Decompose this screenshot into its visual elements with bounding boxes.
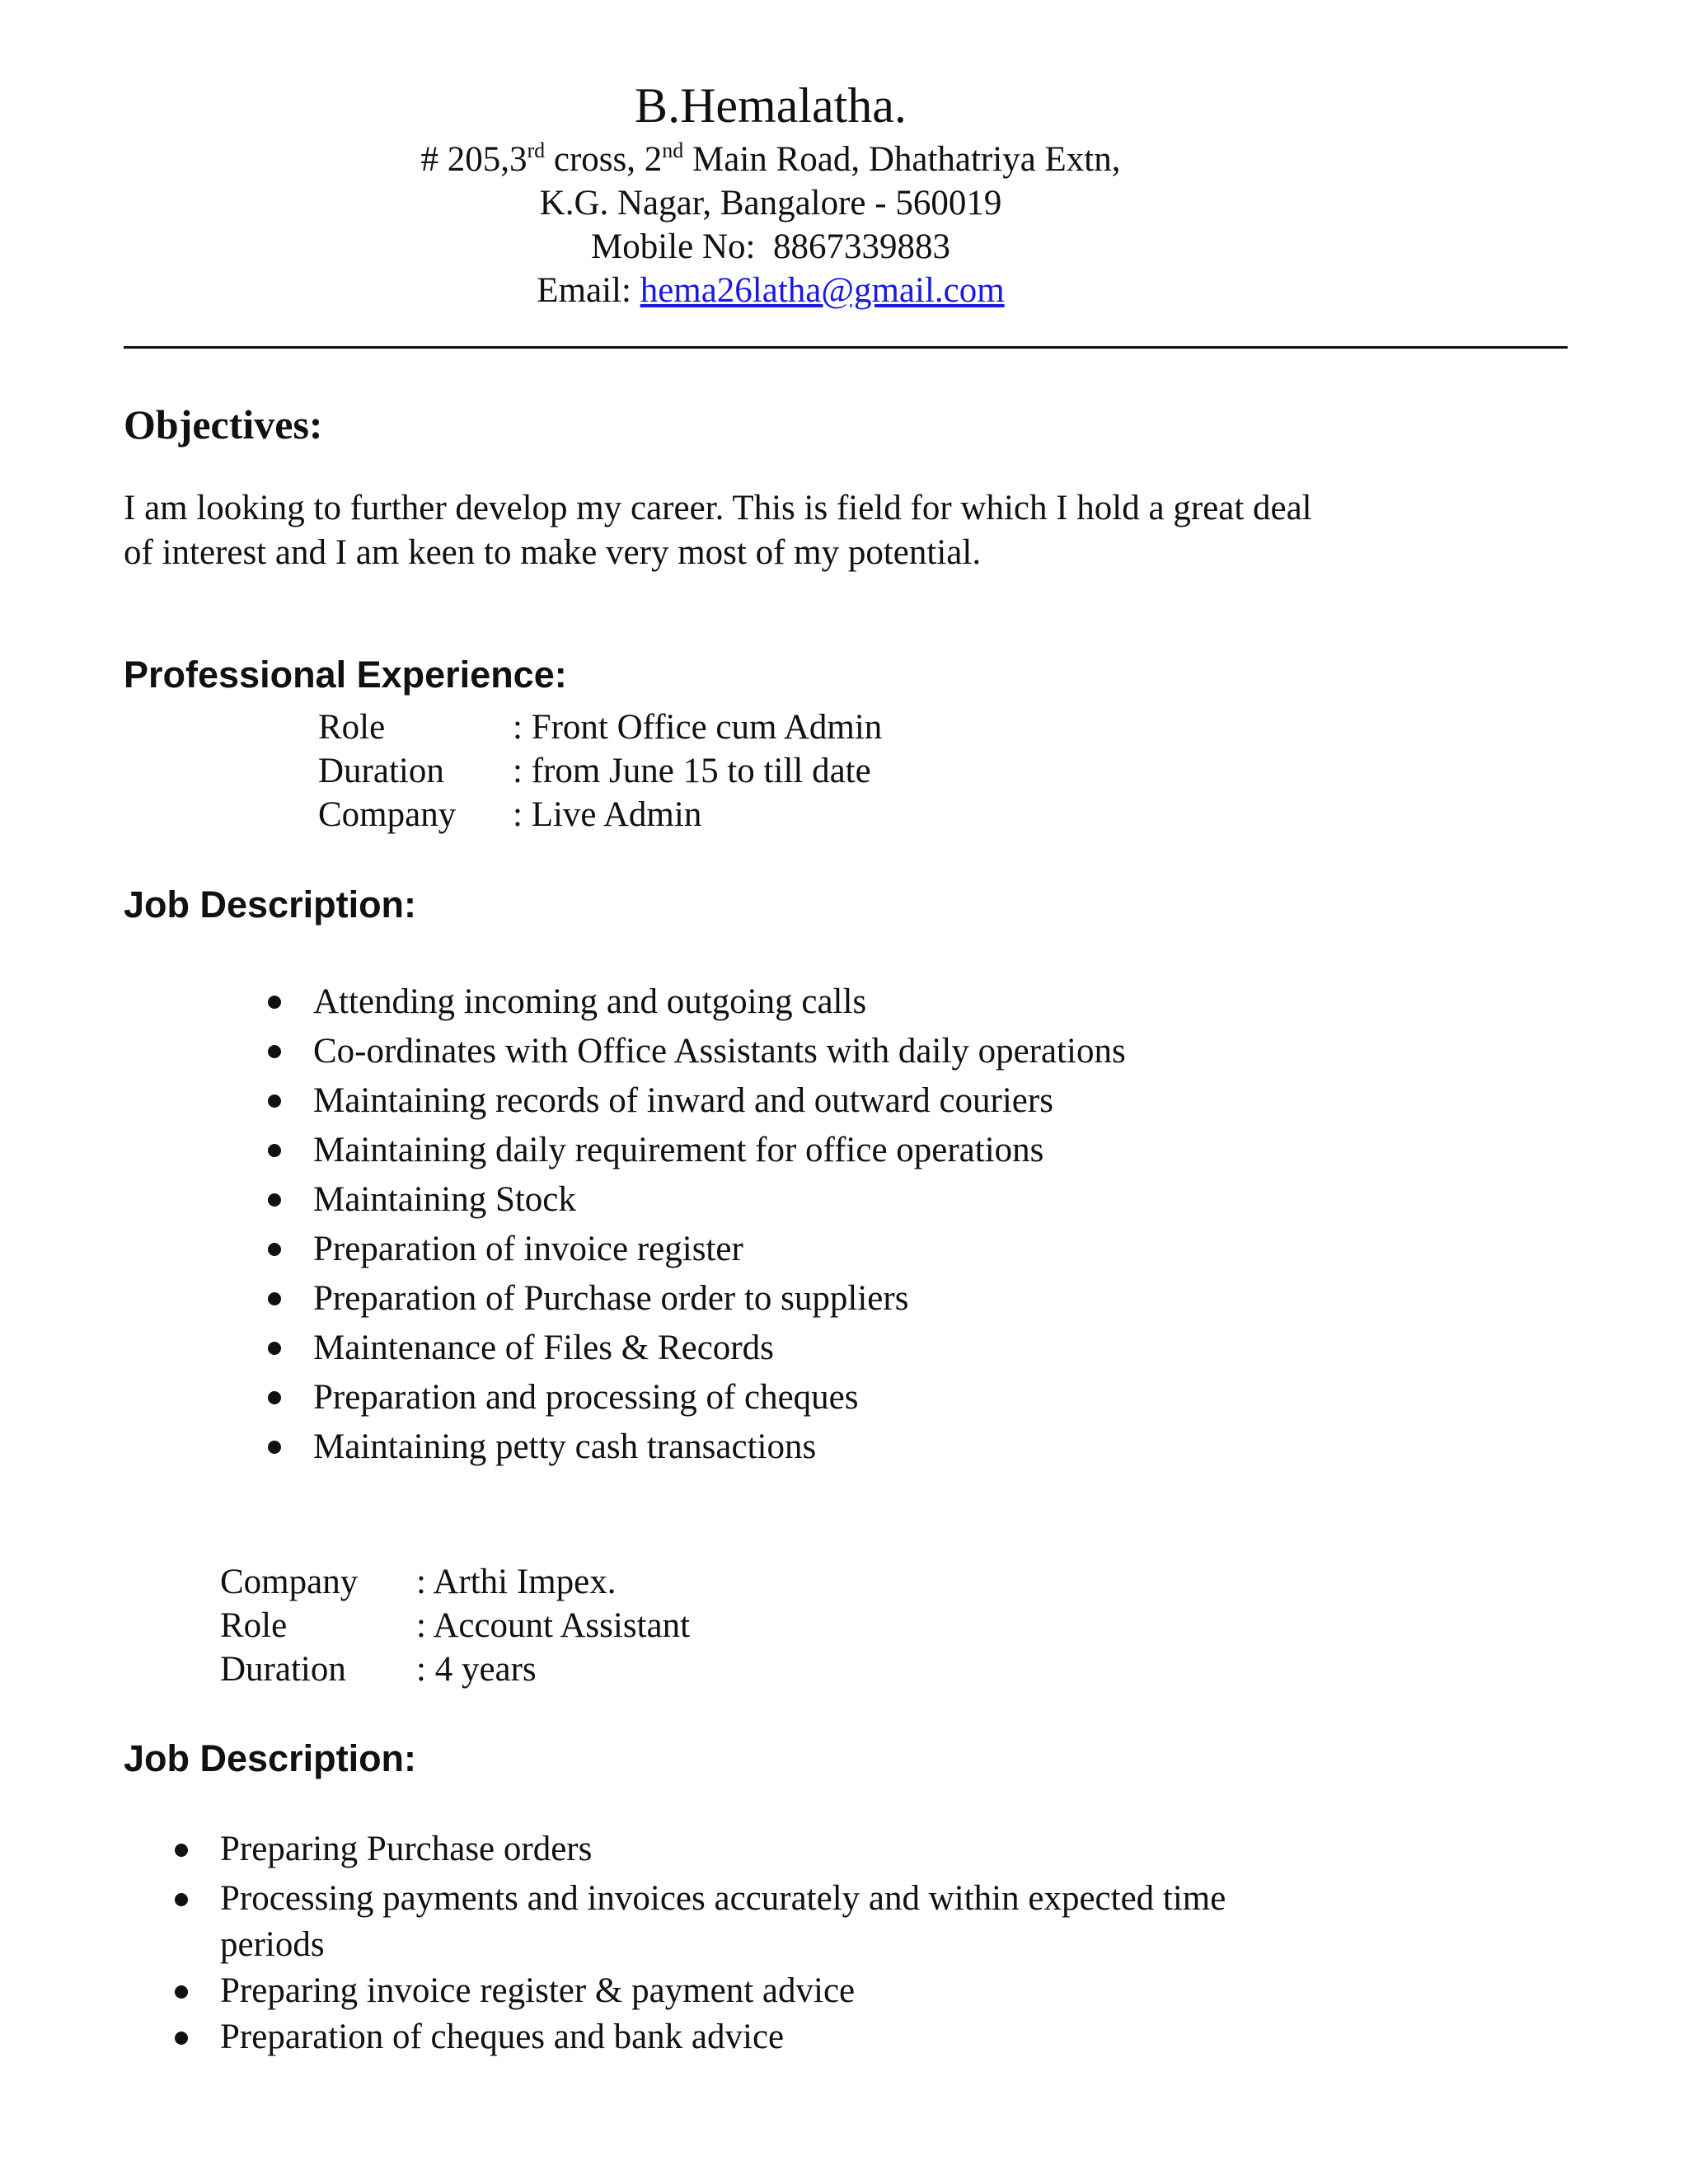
professional-experience-heading: Professional Experience:: [124, 654, 567, 696]
list-item: Co-ordinates with Office Assistants with daily operations: [313, 1027, 1126, 1076]
list-item: Attending incoming and outgoing calls: [313, 977, 1126, 1027]
field-value: : Account Assistant: [416, 1606, 691, 1645]
job2-duration-row: [220, 1647, 690, 1691]
field-key: Company: [318, 795, 457, 834]
list-item: Maintaining daily requirement for office operations: [313, 1126, 1126, 1175]
list-item: Maintaining petty cash transactions: [313, 1422, 1126, 1472]
job1-company-row: [318, 793, 882, 837]
objectives-line: of interest and I am keen to make very most of my potential.: [124, 533, 982, 572]
list-item: Maintaining records of inward and outward couriers: [313, 1076, 1126, 1126]
field-key: Role: [318, 708, 386, 747]
job2-company-row: [220, 1560, 690, 1604]
job2-details: [220, 1560, 690, 1691]
field-value: : 4 years: [416, 1650, 537, 1689]
list-item: Preparing Purchase orders: [220, 1826, 1226, 1872]
bullet-icon: [268, 1391, 281, 1404]
field-key: Duration: [318, 752, 444, 790]
bullet-icon: [268, 1193, 281, 1207]
objectives-heading: Objectives:: [124, 401, 323, 448]
email-label: Email:: [537, 271, 640, 310]
bullet-icon: [175, 2032, 188, 2045]
job1-duration-row: [318, 749, 882, 793]
job1-duties-list: [313, 977, 1126, 1472]
list-item: Preparation and processing of cheques: [313, 1373, 1126, 1422]
bullet-icon: [268, 1045, 281, 1058]
field-value: : from June 15 to till date: [513, 752, 871, 790]
bullet-icon: [268, 1094, 281, 1108]
candidate-name: B.Hemalatha.: [635, 78, 907, 133]
bullet-icon: [268, 996, 281, 1009]
email-link[interactable]: hema26latha@gmail.com: [640, 271, 1005, 310]
job2-role-row: [220, 1604, 690, 1647]
objectives-paragraph: [124, 486, 1442, 575]
job2-description-heading: Job Description:: [124, 1737, 417, 1779]
field-key: Role: [220, 1606, 288, 1645]
list-item: Preparing invoice register & payment advice: [220, 1968, 1226, 2014]
list-item: Preparation of cheques and bank advice: [220, 2014, 1226, 2060]
list-item: Processing payments and invoices accurately and within expected time periods: [220, 1876, 1226, 1968]
job2-duties-list: [220, 1826, 1226, 2060]
mobile-line: [0, 226, 1541, 269]
field-value: : Live Admin: [513, 795, 702, 834]
list-item: Preparation of Purchase order to suppliers: [313, 1274, 1126, 1324]
bullet-icon: [175, 1844, 188, 1857]
field-value: : Arthi Impex.: [416, 1563, 617, 1601]
objectives-line: I am looking to further develop my career. This is field for which I hold a great deal: [124, 489, 1312, 527]
list-item: Preparation of invoice register: [313, 1225, 1126, 1274]
job1-role-row: [318, 705, 882, 749]
field-key: Duration: [220, 1650, 346, 1689]
field-key: Company: [220, 1563, 359, 1601]
address-line-1: # 205,3rd cross, 2nd Main Road, Dhathatriya Extn,: [420, 138, 1121, 179]
job1-details: [318, 705, 882, 837]
mobile-label: Mobile No:: [591, 227, 773, 266]
bullet-icon: [268, 1342, 281, 1355]
address-line-2: K.G. Nagar, Bangalore - 560019: [539, 184, 1002, 223]
list-item: Maintenance of Files & Records: [313, 1324, 1126, 1373]
bullet-icon: [268, 1441, 281, 1454]
bullet-icon: [175, 1985, 188, 1999]
bullet-icon: [175, 1893, 188, 1906]
mobile-number: 8867339883: [772, 227, 950, 266]
bullet-icon: [268, 1243, 281, 1256]
email-line: [0, 269, 1541, 312]
header-divider: [124, 346, 1568, 349]
list-item: Maintaining Stock: [313, 1175, 1126, 1225]
field-value: : Front Office cum Admin: [513, 708, 883, 747]
bullet-icon: [268, 1292, 281, 1305]
bullet-icon: [268, 1144, 281, 1157]
job1-description-heading: Job Description:: [124, 883, 417, 926]
